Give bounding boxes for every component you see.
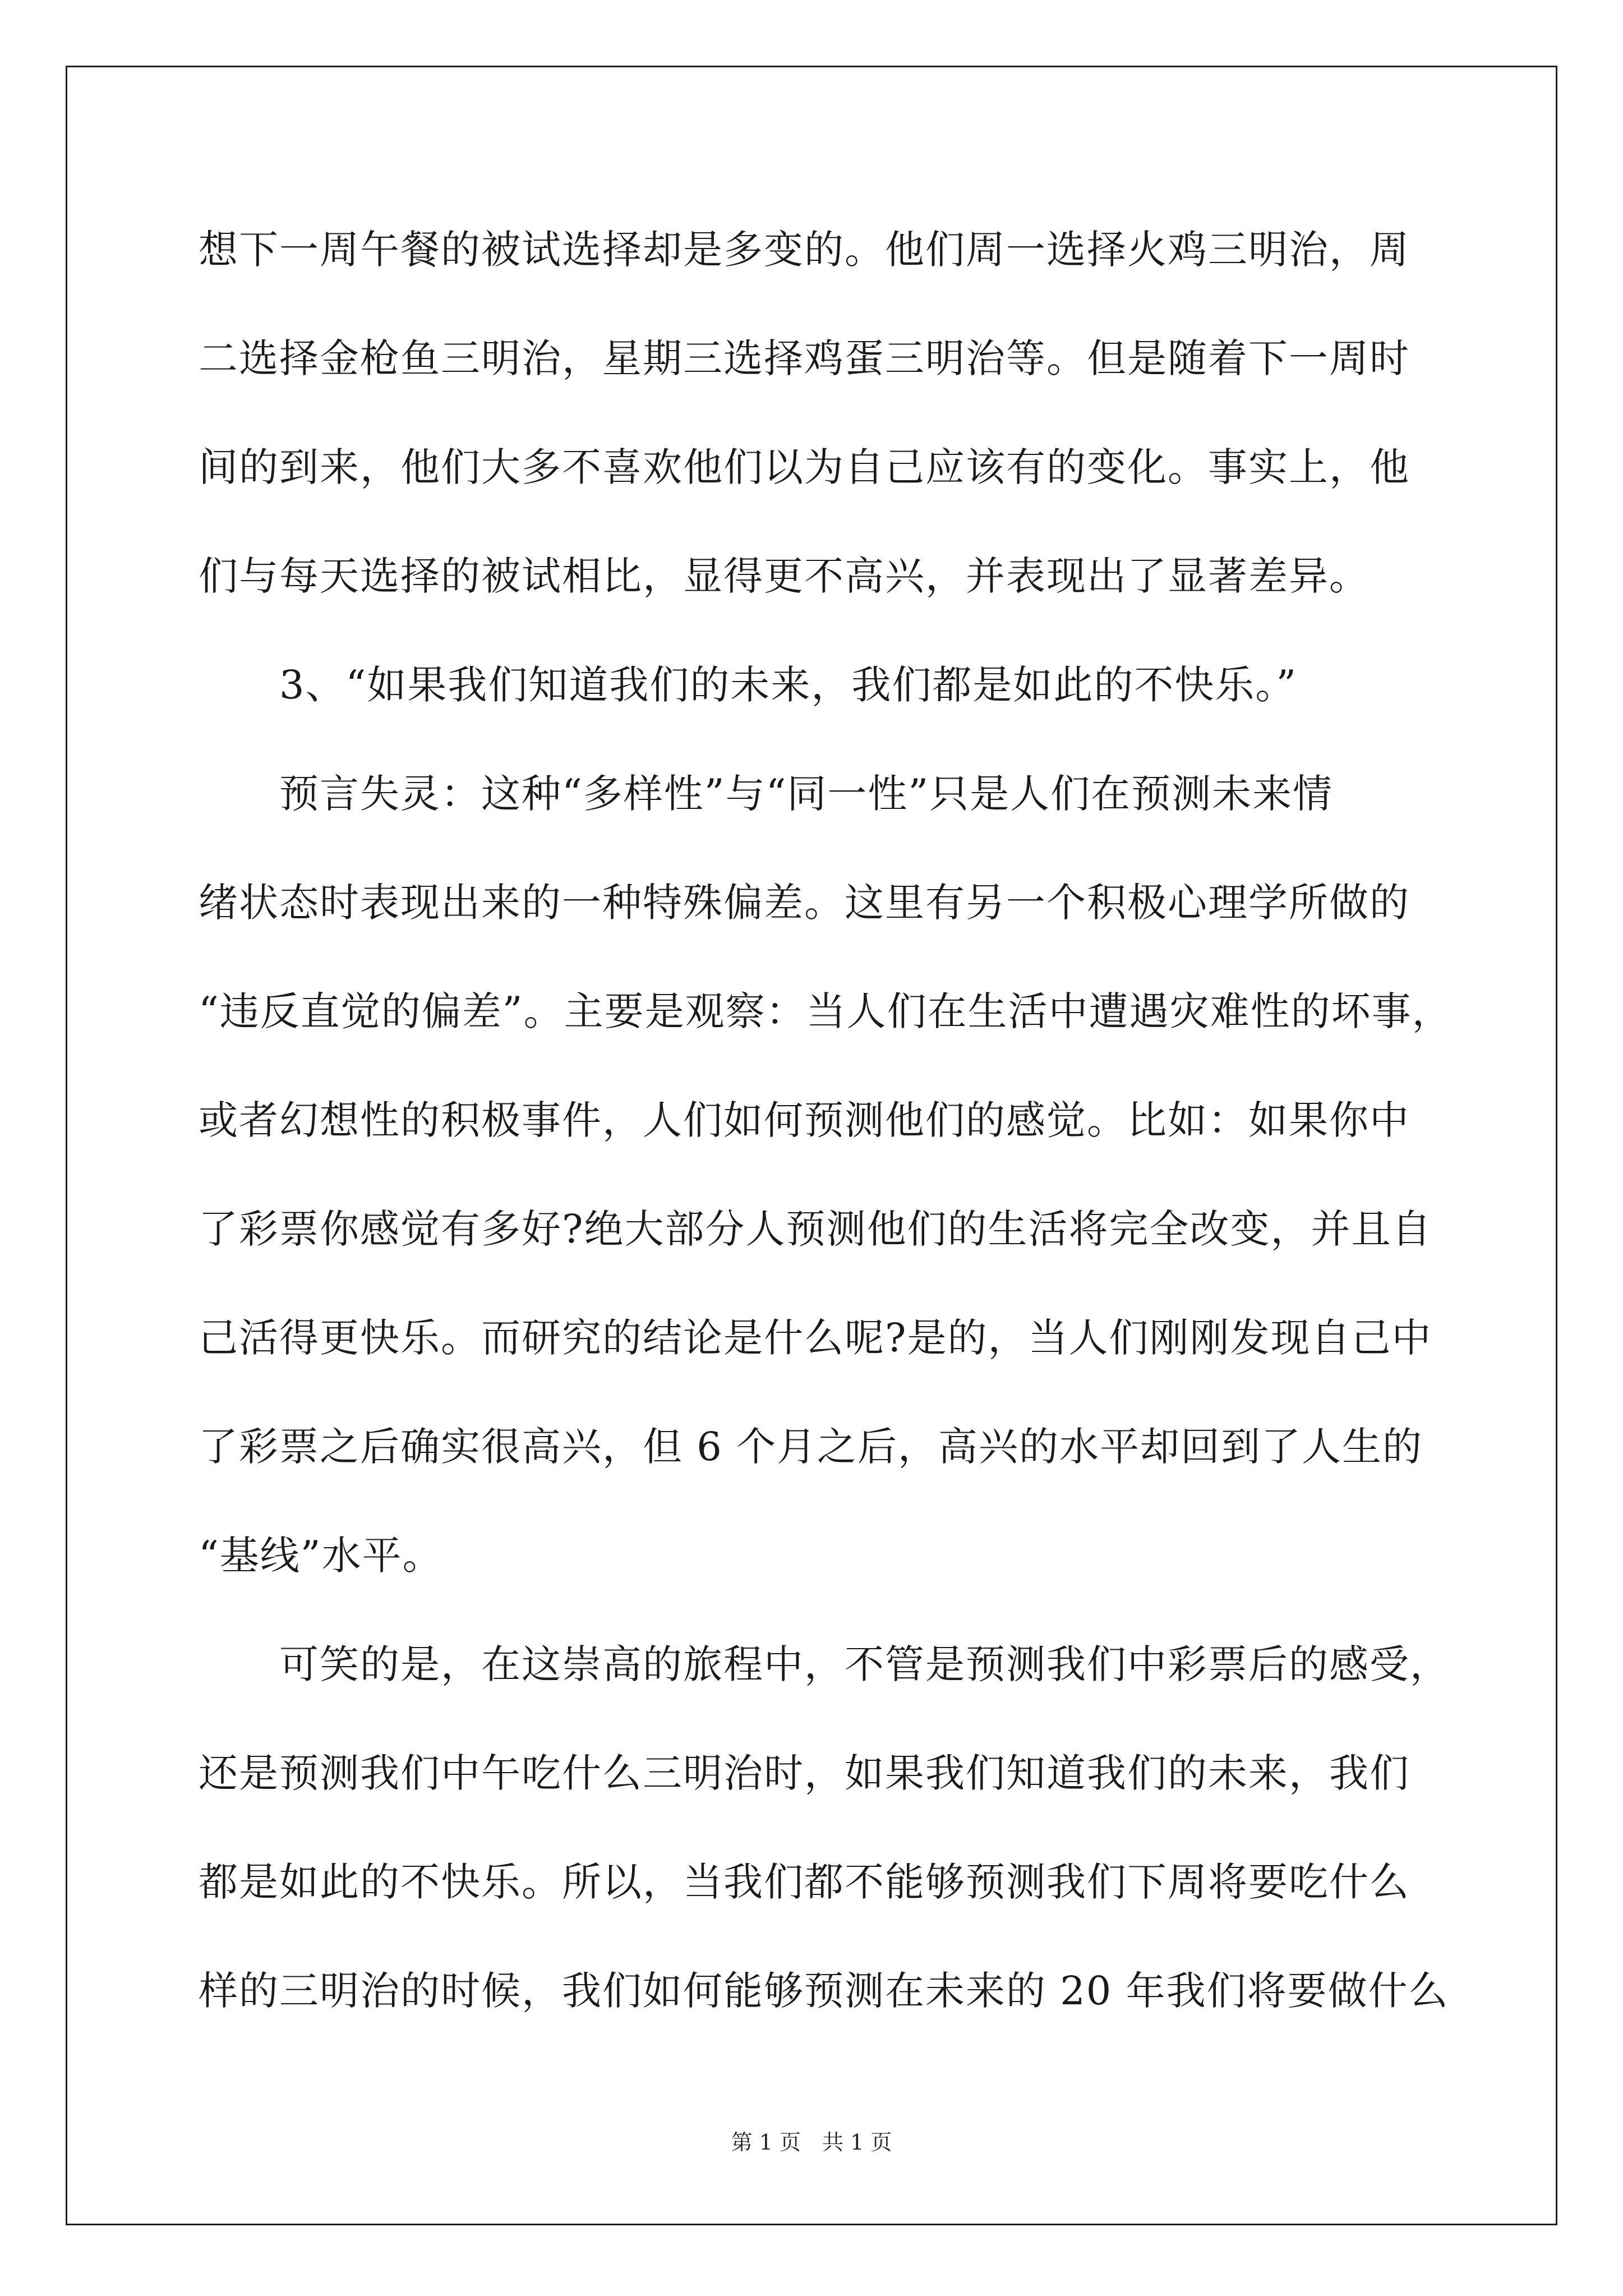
text-line: 还是预测我们中午吃什么三明治时，如果我们知道我们的未来，我们 bbox=[199, 1750, 1410, 1796]
text-line: 样的三明治的时候，我们如何能够预测在未来的 20 年我们将要做什么 bbox=[199, 1968, 1449, 2014]
text-line: 3、“如果我们知道我们的未来，我们都是如此的不快乐。” bbox=[199, 662, 1298, 708]
text-line: 绪状态时表现出来的一种特殊偏差。这里有另一个积极心理学所做的 bbox=[199, 880, 1410, 926]
text-line: 预言失灵：这种“多样性”与“同一性”只是人们在预测未来情 bbox=[199, 771, 1334, 817]
text-line: 了彩票你感觉有多好?绝大部分人预测他们的生活将完全改变，并且自 bbox=[199, 1206, 1432, 1252]
page-footer: 第 1 页 共 1 页 bbox=[731, 2130, 892, 2155]
text-line: 想下一周午餐的被试选择却是多变的。他们周一选择火鸡三明治，周 bbox=[199, 227, 1410, 273]
text-line: 们与每天选择的被试相比，显得更不高兴，并表现出了显著差异。 bbox=[199, 553, 1370, 599]
text-line: 或者幻想性的积极事件，人们如何预测他们的感觉。比如：如果你中 bbox=[199, 1097, 1410, 1143]
text-line: 己活得更快乐。而研究的结论是什么呢?是的，当人们刚刚发现自己中 bbox=[199, 1315, 1432, 1361]
text-line: “违反直觉的偏差”。主要是观察：当人们在生活中遭遇灾难性的坏事， bbox=[199, 988, 1453, 1034]
text-line: 都是如此的不快乐。所以，当我们都不能够预测我们下周将要吃什么 bbox=[199, 1859, 1410, 1905]
text-line: 二选择金枪鱼三明治，星期三选择鸡蛋三明治等。但是随着下一周时 bbox=[199, 335, 1410, 381]
text-line: 可笑的是，在这崇高的旅程中，不管是预测我们中彩票后的感受， bbox=[199, 1641, 1450, 1687]
text-line: 间的到来，他们大多不喜欢他们以为自己应该有的变化。事实上，他 bbox=[199, 444, 1410, 490]
text-line: “基线”水平。 bbox=[199, 1533, 443, 1579]
text-line: 了彩票之后确实很高兴，但 6 个月之后，高兴的水平却回到了人生的 bbox=[199, 1424, 1423, 1470]
